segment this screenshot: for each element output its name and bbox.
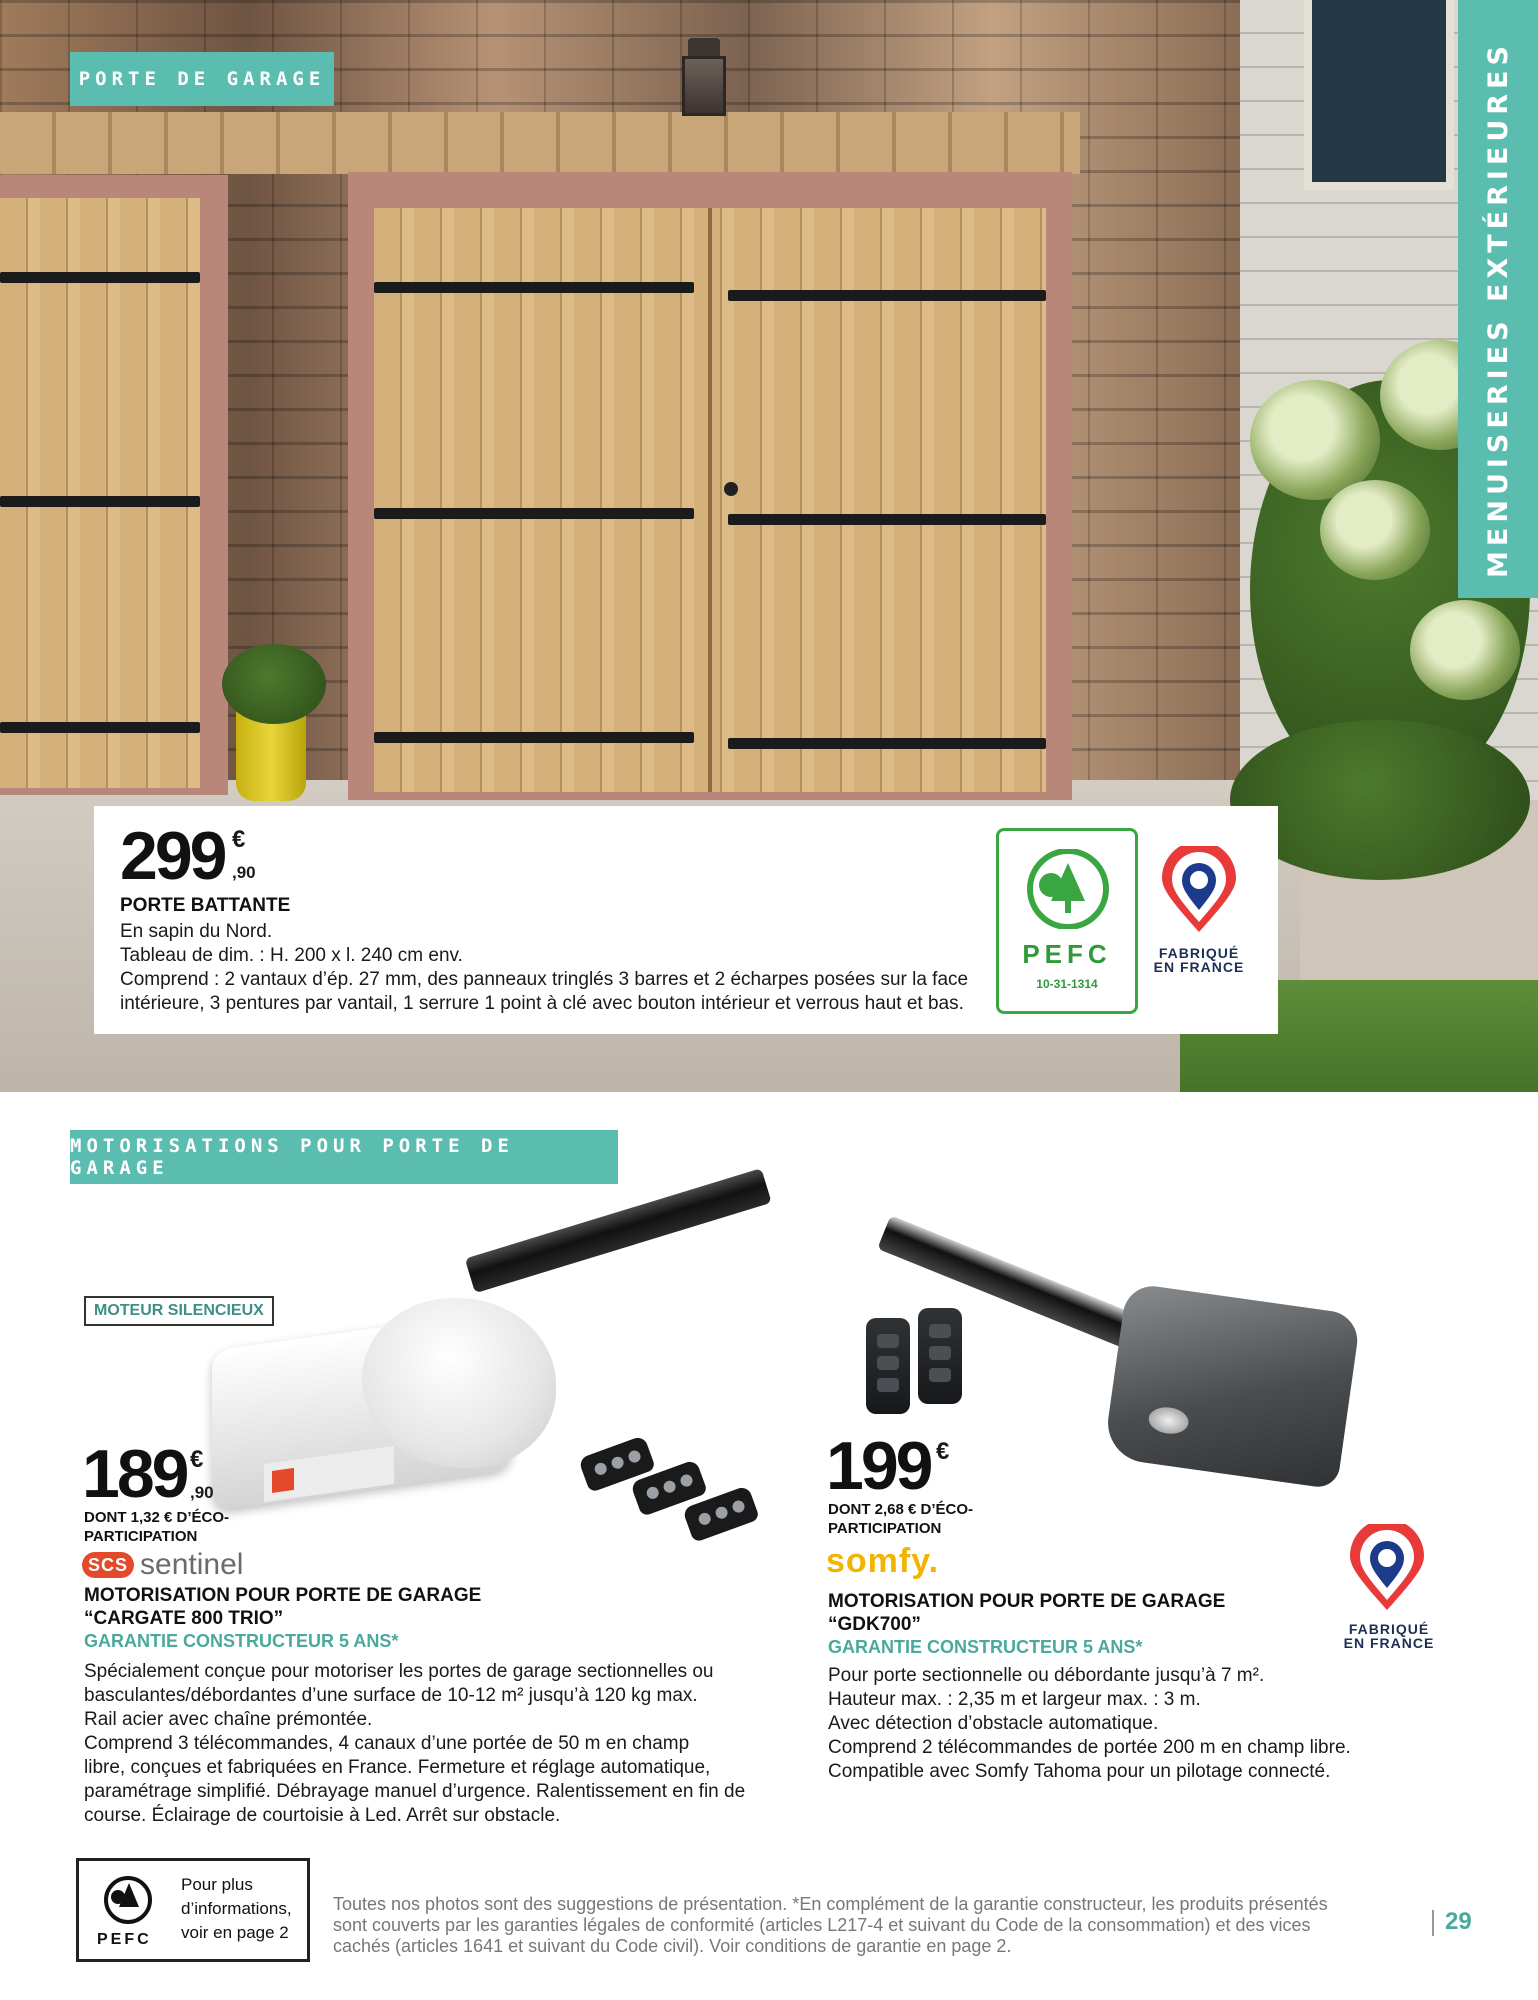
wall-lamp [680, 38, 728, 130]
product-desc-line: paramétrage simplifié. Débrayage manuel d’urgence. Ralentissement en fin de [84, 1781, 746, 1802]
hinge [374, 282, 694, 293]
price-main: 199 [826, 1428, 931, 1504]
price-main: 189 [82, 1436, 187, 1512]
somfy-motor-unit [1103, 1282, 1361, 1489]
product-title: MOTORISATION POUR PORTE DE GARAGE [84, 1585, 482, 1606]
eco-participation: DONT 1,32 € D’ÉCO- [84, 1509, 230, 1526]
product-title: MOTORISATION POUR PORTE DE GARAGE [828, 1591, 1226, 1612]
pefc-tree-icon [101, 1875, 155, 1925]
somfy-brand-logo: somfy. [826, 1542, 940, 1580]
price-currency: € [232, 826, 246, 853]
hydrangea [1320, 480, 1430, 580]
fabrique-en-france-text: FABRIQUÉ EN FRANCE [1153, 945, 1245, 975]
product-desc-line: intérieure, 3 pentures par vantail, 1 serrure 1 point à clé avec bouton intérieur et verrous haut et bas. [120, 993, 964, 1014]
product-desc-line: Comprend : 2 vantaux d’ép. 27 mm, des panneaux tringlés 3 barres et 2 écharpes posées sur la face [120, 969, 969, 990]
pefc-badge [996, 828, 1138, 1014]
wood-beam [0, 112, 1080, 174]
product-desc-line: Tableau de dim. : H. 200 x l. 240 cm env. [120, 945, 463, 966]
eco-participation: PARTICIPATION [828, 1520, 942, 1537]
price-sentinel [82, 1436, 214, 1512]
category-side-tab: MENUISERIES EXTÉRIEURES [1458, 0, 1538, 598]
scs-logo: SCS [82, 1552, 134, 1578]
price-door [120, 818, 256, 894]
product-desc-line: En sapin du Nord. [120, 921, 273, 942]
hinge [0, 272, 200, 283]
house-window [1304, 0, 1454, 190]
legal-note: Toutes nos photos sont des suggestions de présentation. *En complément de la garantie constructeur, les produits présentés sont couverts par les garanties légales de conformité (articles L217-4 et suivant du Code de la consommation) et des vices cachés (articles 1641 et suivant du Code civil). Voir conditions de garantie en page 2. [333, 1894, 1328, 1956]
hinge [0, 496, 200, 507]
door-product-box [94, 806, 1278, 1034]
remote-control [866, 1318, 910, 1414]
sentinel-brand-name: sentinel [140, 1548, 244, 1581]
price-somfy [826, 1428, 950, 1504]
pefc-tree-icon [1023, 849, 1113, 929]
price-cents: ,90 [190, 1483, 214, 1502]
somfy-motor-light [1147, 1405, 1190, 1436]
warranty-label: GARANTIE CONSTRUCTEUR 5 ANS* [84, 1631, 399, 1651]
product-desc-line: Hauteur max. : 2,35 m et largeur max. : 3 m. [828, 1689, 1201, 1710]
page-number: 29 [1445, 1908, 1472, 1935]
product-desc-line: Avec détection d’obstacle automatique. [828, 1713, 1159, 1734]
page-number-divider [1432, 1910, 1434, 1936]
door-split [708, 208, 712, 792]
product-desc-line: Pour porte sectionnelle ou débordante jusqu’à 7 m². [828, 1665, 1265, 1686]
hinge [0, 722, 200, 733]
hinge [728, 514, 1046, 525]
price-currency: € [936, 1438, 950, 1465]
potted-plant [222, 644, 326, 724]
product-desc-line: Spécialement conçue pour motoriser les portes de garage sectionnelles ou [84, 1661, 714, 1682]
pefc-info-box [76, 1858, 310, 1962]
product-title: PORTE BATTANTE [120, 895, 291, 916]
silent-motor-badge: MOTEUR SILENCIEUX [84, 1296, 274, 1326]
hinge [374, 732, 694, 743]
pefc-label: PEFC [1022, 939, 1112, 969]
price-currency: € [190, 1446, 204, 1473]
door-lock [724, 482, 738, 496]
product-desc-line: Compatible avec Somfy Tahoma pour un pilotage connecté. [828, 1761, 1331, 1782]
price-cents: ,90 [232, 863, 256, 882]
warranty-label: GARANTIE CONSTRUCTEUR 5 ANS* [828, 1637, 1143, 1657]
hinge [728, 290, 1046, 301]
product-desc-line: Comprend 3 télécommandes, 4 canaux d’une portée de 50 m en champ [84, 1733, 690, 1754]
sentinel-brand-logo [82, 1548, 243, 1582]
fabrique-en-france-text: FABRIQUÉ EN FRANCE [1343, 1621, 1435, 1651]
eco-participation: DONT 2,68 € D’ÉCO- [828, 1501, 974, 1518]
fabrique-en-france-pin-icon [1342, 1524, 1432, 1614]
product-desc-line: libre, conçues et fabriquées en France. Fermeture et réglage automatique, [84, 1757, 711, 1778]
product-desc-line: Rail acier avec chaîne prémontée. [84, 1709, 373, 1730]
product-desc-line: Comprend 2 télécommandes de portée 200 m en champ libre. [828, 1737, 1351, 1758]
product-model: “GDK700” [828, 1614, 921, 1635]
section-label-garage-door: PORTE DE GARAGE [70, 52, 334, 106]
product-desc-line: basculantes/débordantes d’une surface de 10-12 m² jusqu’à 120 kg max. [84, 1685, 698, 1706]
fabrique-en-france-pin-icon [1154, 846, 1244, 936]
hinge [374, 508, 694, 519]
price-main: 299 [120, 818, 225, 894]
product-model: “CARGATE 800 TRIO” [84, 1608, 284, 1629]
product-desc-line: course. Éclairage de courtoisie à Led. Arrêt sur obstacle. [84, 1805, 561, 1826]
remote-control [918, 1308, 962, 1404]
info-text: Pour plus d’informations, voir en page 2 [181, 1875, 292, 1942]
sentinel-motor-logo [272, 1468, 294, 1493]
eco-participation: PARTICIPATION [84, 1528, 198, 1545]
pefc-code: 10-31-1314 [1036, 977, 1098, 991]
hinge [728, 738, 1046, 749]
hydrangea [1410, 600, 1520, 700]
section-label-motorisations: MOTORISATIONS POUR PORTE DE GARAGE [70, 1130, 618, 1184]
sentinel-rail [465, 1168, 772, 1293]
pefc-label: PEFC [97, 1931, 152, 1948]
left-door [0, 198, 200, 788]
